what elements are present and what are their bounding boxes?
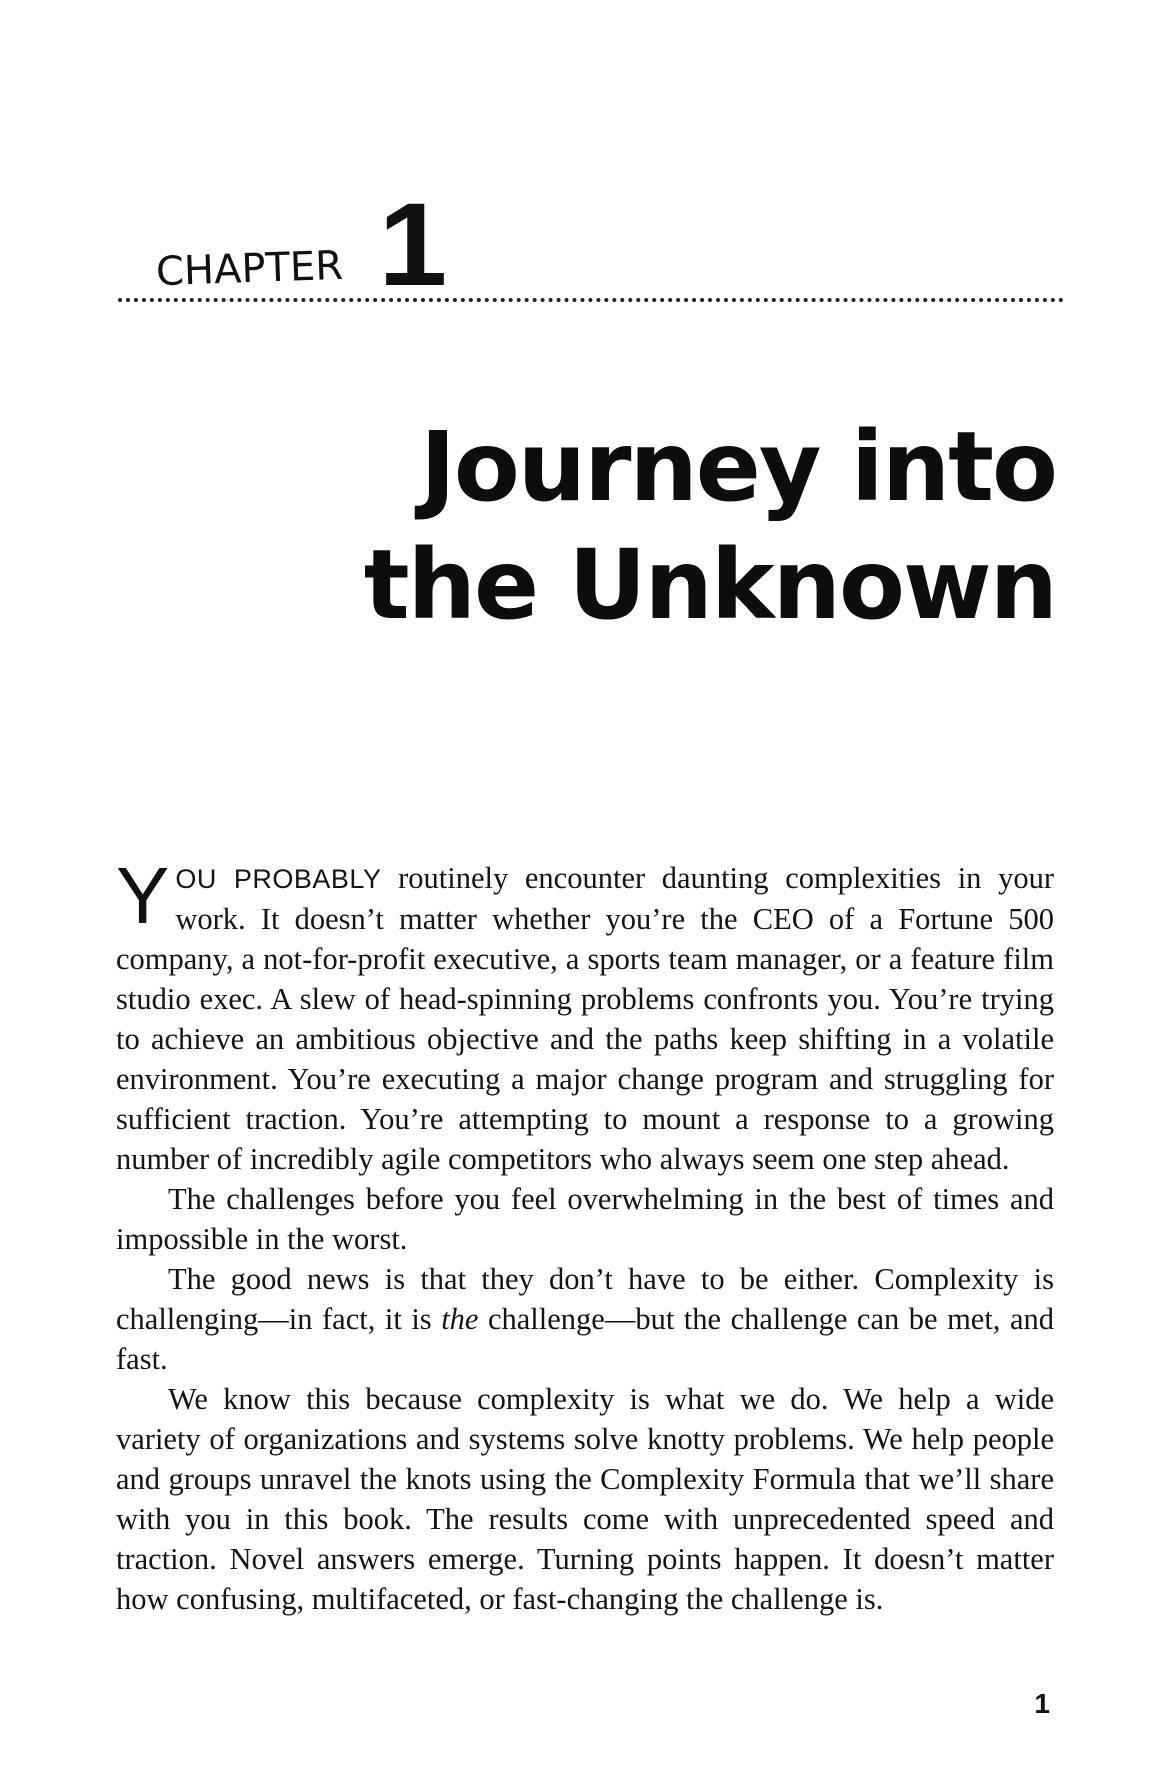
chapter-label: CHAPTER xyxy=(155,242,344,296)
chapter-title-line-2: the Unknown xyxy=(363,529,1056,641)
paragraph-3 xyxy=(116,1259,1054,1379)
paragraph-3-text-a: The good news is that they don’t have to be either. Complexity is challenging—in fact, it is xyxy=(116,1262,1054,1336)
body-text xyxy=(116,851,1054,1619)
page-number: 1 xyxy=(1034,1688,1050,1719)
paragraph-1 xyxy=(116,851,1054,1179)
chapter-title-line-1: Journey into xyxy=(420,411,1056,523)
drop-cap: Y xyxy=(116,851,170,940)
chapter-heading xyxy=(118,179,1064,311)
paragraph-3-italic: the xyxy=(441,1302,479,1336)
paragraph-3-text-b: challenge—but the challenge can be met, and fast. xyxy=(116,1302,1054,1376)
paragraph-4: We know this because complexity is what we do. We help a wide variety of organizations and systems solve knotty problems. We help people and groups unravel the knots using the Complexity Formula that we’ll share with you in this book. The results come with unprecedented speed and traction. Novel answers emerge. Turning points happen. It doesn’t matter how confusing, multifaceted, or fast-changing the challenge is. xyxy=(116,1382,1054,1616)
paragraph-1-text: routinely encounter daunting complexities in your work. It doesn’t matter whether you’re the CEO of a Fortune 500 company, a not-for-profit executive, a sports team manager, or a feature film studio exec. A slew of head-spinning problems confronts you. You’re trying to achieve an ambitious objective and the paths keep shifting in a volatile environment. You’re executing a major change program and struggling for sufficient traction. You’re attempting to mount a response to a growing number of incredibly agile competitors who always seem one step ahead. xyxy=(116,861,1054,1176)
chapter-title xyxy=(364,408,1056,644)
dotted-divider xyxy=(118,298,1064,302)
lead-in-caps: OU PROBABLY xyxy=(175,864,382,894)
chapter-number: 1 xyxy=(378,179,448,311)
paragraph-2: The challenges before you feel overwhelming in the best of times and impossible in the worst. xyxy=(116,1182,1054,1256)
